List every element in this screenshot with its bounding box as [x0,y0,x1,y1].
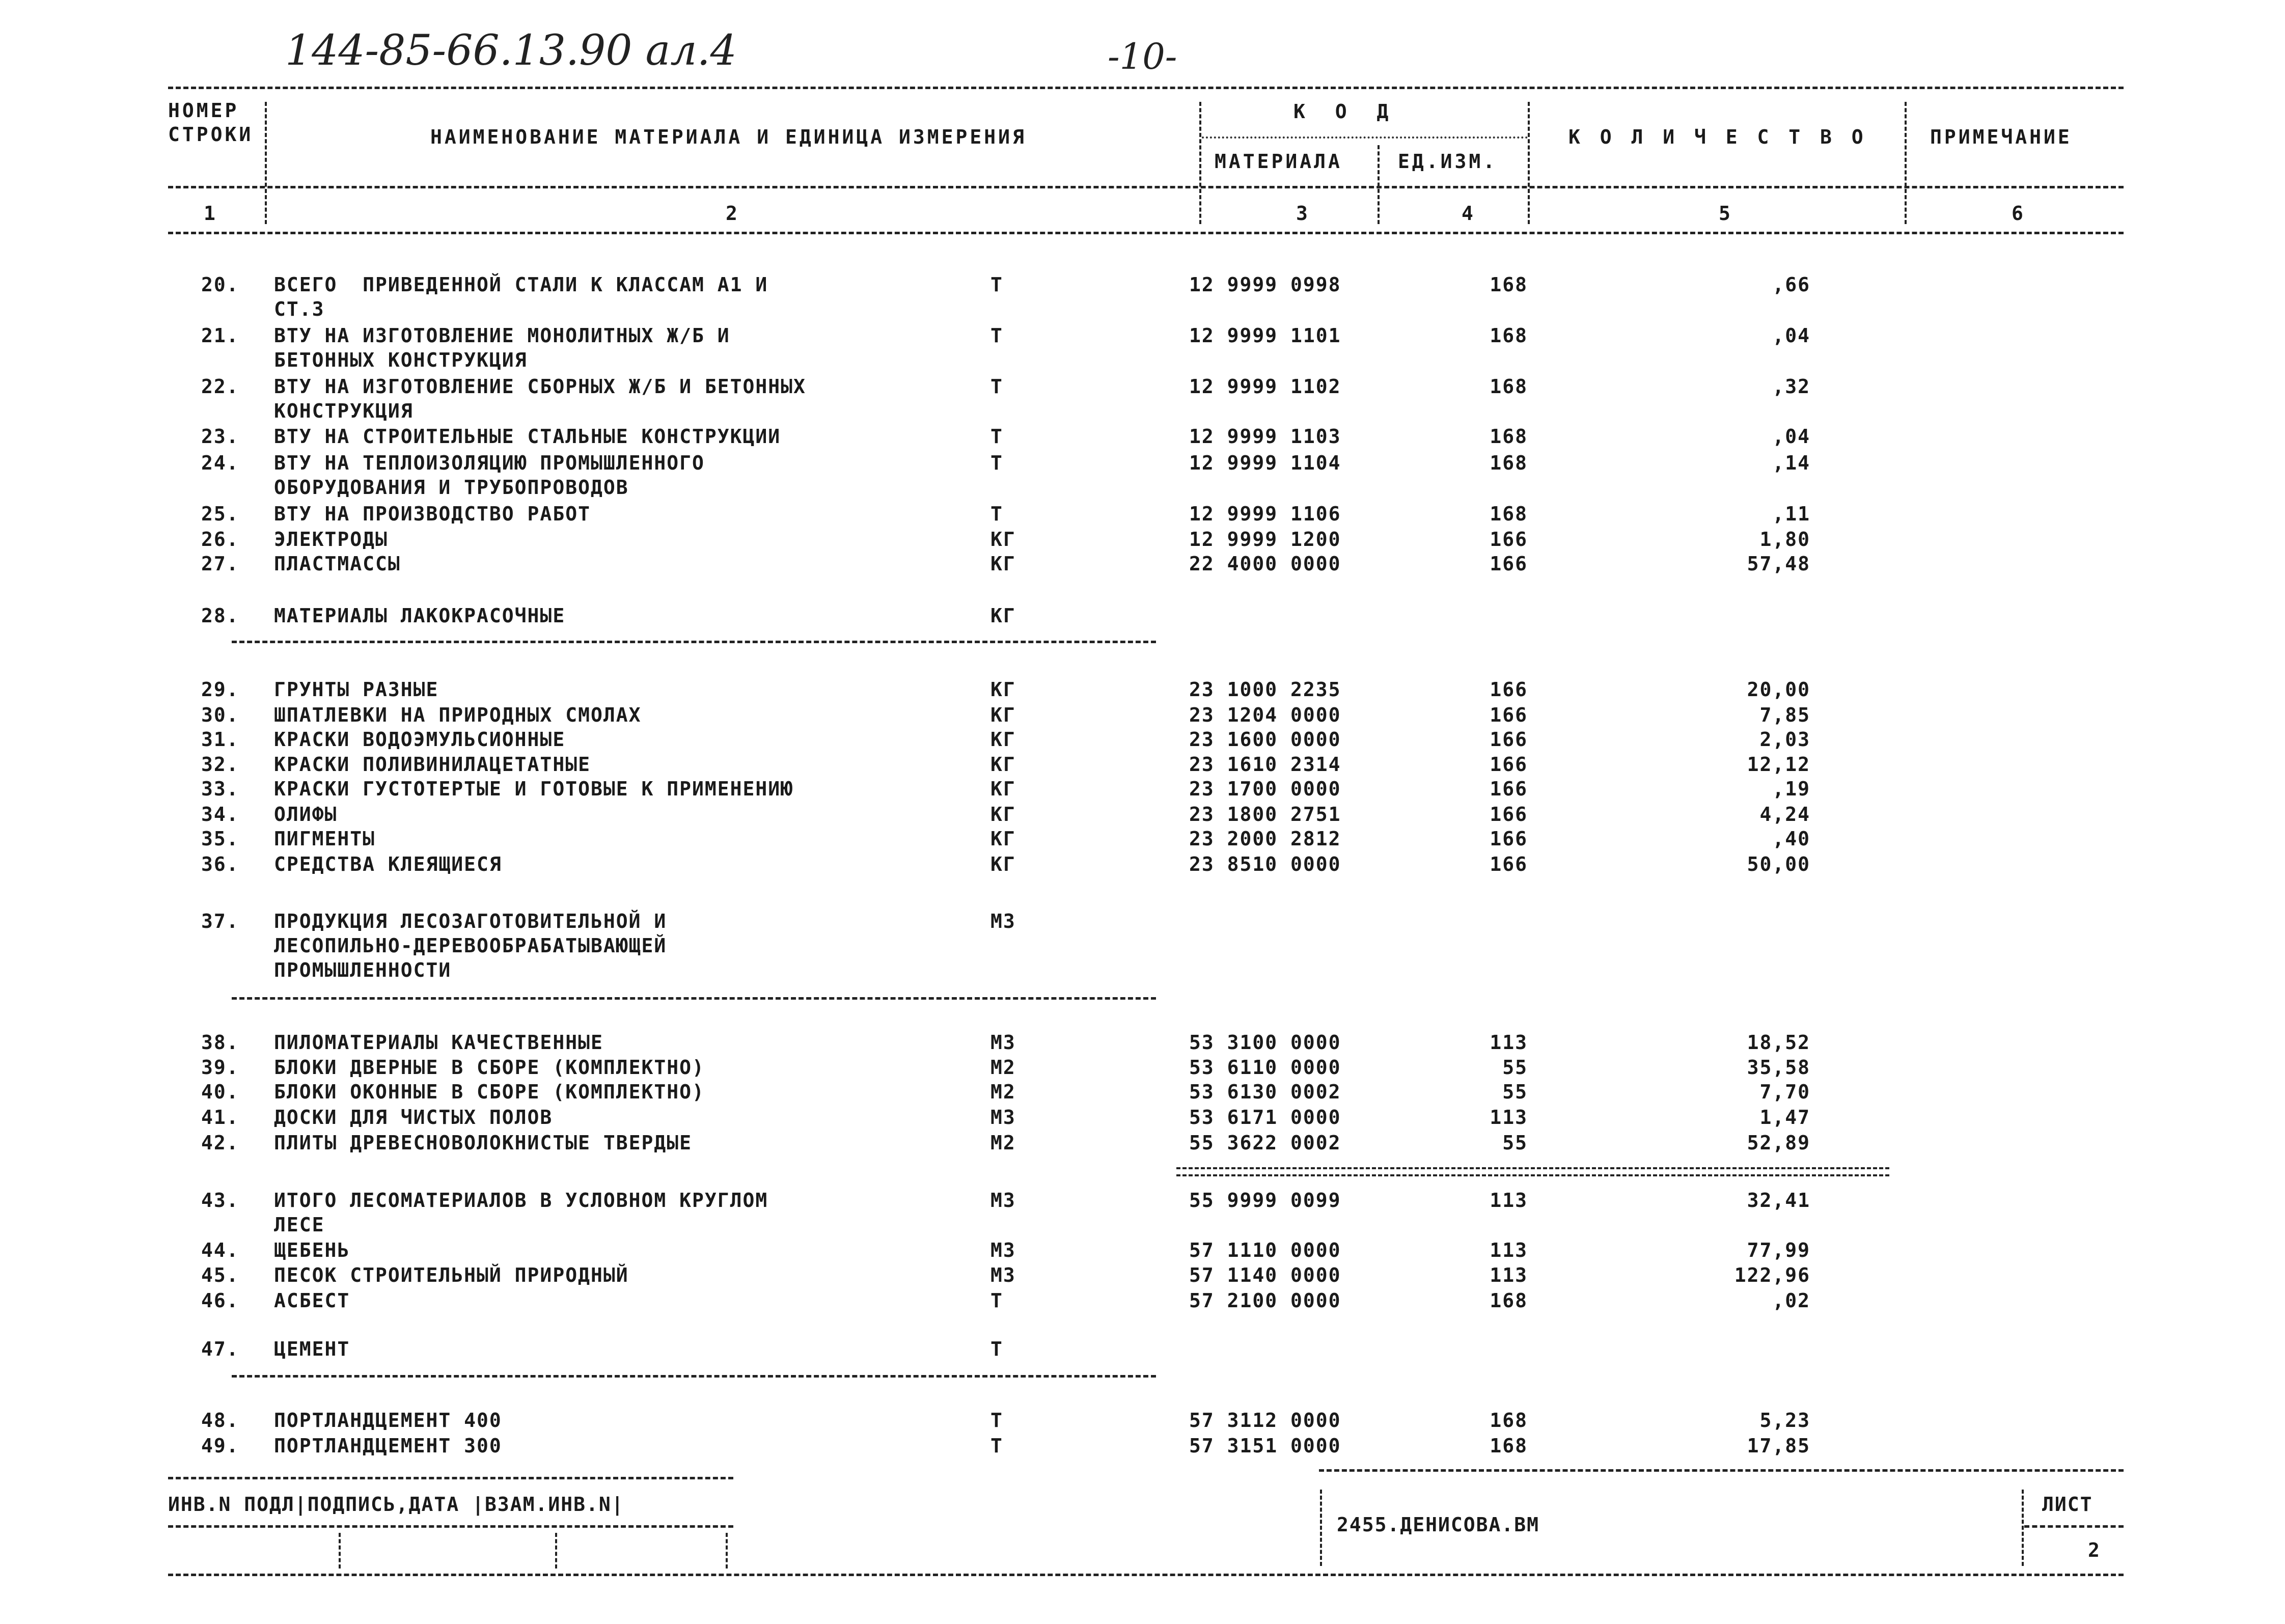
unit-of-measure: КГ [990,604,1016,627]
unit-of-measure: Т [990,425,1003,448]
material-name: ВТУ НА ТЕПЛОИЗОЛЯЦИЮ ПРОМЫШЛЕННОГО [274,452,705,474]
unit-code: 166 [1490,528,1528,550]
header-code-material: МАТЕРИАЛА [1215,150,1342,173]
row-number: 36. [201,853,239,875]
row-number: 27. [201,553,239,575]
material-name: ПЛАСТМАССЫ [274,553,401,575]
material-code: 53 6110 0000 [1189,1056,1341,1079]
unit-code: 168 [1490,452,1528,474]
material-name: ГРУНТЫ РАЗНЫЕ [274,678,439,701]
row-number: 22. [201,375,239,398]
unit-code: 166 [1490,728,1528,751]
row-number: 31. [201,728,239,751]
col-num-2: 2 [726,202,740,225]
col-num-6: 6 [2012,202,2026,225]
quantity-value: 7,70 [1759,1081,1810,1103]
quantity-value: 18,52 [1747,1031,1810,1054]
col-num-1: 1 [204,202,218,225]
unit-code: 113 [1490,1264,1528,1286]
quantity-value: 122,96 [1734,1264,1810,1286]
quantity-value: ,32 [1772,375,1810,398]
unit-of-measure: КГ [990,528,1016,550]
unit-of-measure: Т [990,1289,1003,1312]
code-subheader-rule [1202,136,1528,139]
material-name: КРАСКИ ВОДОЭМУЛЬСИОННЫЕ [274,728,566,751]
row-number: 37. [201,910,239,932]
row-number: 20. [201,273,239,296]
header-note: ПРИМЕЧАНИЕ [1930,126,2072,148]
row-number: 41. [201,1106,239,1128]
material-code: 23 2000 2812 [1189,828,1341,850]
header-row-number-2: СТРОКИ [168,123,254,146]
unit-code: 113 [1490,1189,1528,1212]
unit-of-measure: М3 [990,1106,1016,1128]
material-name: ВТУ НА СТРОИТЕЛЬНЫЕ СТАЛЬНЫЕ КОНСТРУКЦИИ [274,425,781,448]
quantity-value: 52,89 [1747,1132,1810,1154]
material-code: 57 2100 0000 [1189,1289,1341,1312]
unit-code: 166 [1490,853,1528,875]
material-name: МАТЕРИАЛЫ ЛАКОКРАСОЧНЫЕ [274,604,566,627]
material-name: ПРОМЫШЛЕННОСТИ [274,959,452,981]
material-name: ВСЕГО ПРИВЕДЕННОЙ СТАЛИ К КЛАССАМ А1 И [274,273,768,296]
unit-code: 168 [1490,1289,1528,1312]
material-code: 12 9999 1101 [1189,324,1341,347]
material-code: 23 1000 2235 [1189,678,1341,701]
unit-of-measure: КГ [990,678,1016,701]
quantity-value: ,40 [1772,828,1810,850]
row-number: 29. [201,678,239,701]
footer-sign-divider-2 [555,1533,557,1568]
material-code: 53 6171 0000 [1189,1106,1341,1128]
section-rule-timber [232,997,1156,1000]
unit-code: 168 [1490,375,1528,398]
table-top-rule [168,87,2124,89]
material-code: 57 1110 0000 [1189,1239,1341,1261]
unit-of-measure: Т [990,1435,1003,1457]
row-number: 40. [201,1081,239,1103]
unit-code: 168 [1490,425,1528,448]
material-code: 23 1800 2751 [1189,803,1341,825]
material-name: БЕТОННЫХ КОНСТРУКЦИЯ [274,349,528,371]
row-number: 39. [201,1056,239,1079]
material-code: 57 1140 0000 [1189,1264,1341,1286]
unit-of-measure: Т [990,1409,1003,1432]
unit-of-measure: Т [990,375,1003,398]
quantity-value: 17,85 [1747,1435,1810,1457]
unit-code: 168 [1490,324,1528,347]
unit-of-measure: М2 [990,1056,1016,1079]
row-number: 30. [201,704,239,726]
material-code: 12 9999 0998 [1189,273,1341,296]
material-code: 23 1600 0000 [1189,728,1341,751]
material-name: ВТУ НА ИЗГОТОВЛЕНИЕ МОНОЛИТНЫХ Ж/Б И [274,324,730,347]
row-number: 45. [201,1264,239,1286]
unit-code: 166 [1490,678,1528,701]
material-name: КРАСКИ ГУСТОТЕРТЫЕ И ГОТОВЫЕ К ПРИМЕНЕНИЮ [274,778,793,800]
quantity-value: ,04 [1772,324,1810,347]
sheet-rule [2024,1525,2124,1528]
col-divider-1 [265,102,267,224]
quantity-value: 4,24 [1759,803,1810,825]
col-num-5: 5 [1719,202,1733,225]
unit-of-measure: КГ [990,728,1016,751]
total-rule-timber [1176,1167,1889,1176]
row-number: 21. [201,324,239,347]
material-name: ПИГМЕНТЫ [274,828,376,850]
unit-of-measure: Т [990,273,1003,296]
unit-of-measure: КГ [990,803,1016,825]
unit-of-measure: М3 [990,1239,1016,1261]
footer-top-rule-right [1319,1469,2124,1472]
material-name: ЛЕСЕ [274,1214,325,1236]
unit-of-measure: Т [990,503,1003,525]
row-number: 23. [201,425,239,448]
material-code: 57 3112 0000 [1189,1409,1341,1432]
quantity-value: 1,80 [1759,528,1810,550]
quantity-value: ,66 [1772,273,1810,296]
quantity-value: ,11 [1772,503,1810,525]
quantity-value: 50,00 [1747,853,1810,875]
section-rule-cement [232,1375,1156,1378]
row-number: 35. [201,828,239,850]
unit-code: 55 [1502,1132,1528,1154]
material-name: ПРОДУКЦИЯ ЛЕСОЗАГОТОВИТЕЛЬНОЙ И [274,910,667,932]
row-number: 24. [201,452,239,474]
material-name: ШПАТЛЕВКИ НА ПРИРОДНЫХ СМОЛАХ [274,704,642,726]
row-number: 26. [201,528,239,550]
material-name: ЛЕСОПИЛЬНО-ДЕРЕВООБРАБАТЫВАЮЩЕЙ [274,934,667,957]
material-name: ОБОРУДОВАНИЯ И ТРУБОПРОВОДОВ [274,476,629,499]
row-number: 33. [201,778,239,800]
material-code: 23 1610 2314 [1189,753,1341,776]
unit-of-measure: М2 [990,1081,1016,1103]
material-name: ИТОГО ЛЕСОМАТЕРИАЛОВ В УСЛОВНОМ КРУГЛОМ [274,1189,768,1212]
quantity-value: ,19 [1772,778,1810,800]
row-number: 48. [201,1409,239,1432]
unit-of-measure: М3 [990,910,1016,932]
unit-code: 168 [1490,273,1528,296]
quantity-value: 2,03 [1759,728,1810,751]
unit-code: 168 [1490,1435,1528,1457]
unit-of-measure: Т [990,1338,1003,1360]
material-code: 12 9999 1102 [1189,375,1341,398]
unit-of-measure: КГ [990,853,1016,875]
quantity-value: 32,41 [1747,1189,1810,1212]
material-name: ОЛИФЫ [274,803,338,825]
quantity-value: 5,23 [1759,1409,1810,1432]
material-code: 12 9999 1106 [1189,503,1341,525]
material-name: КРАСКИ ПОЛИВИНИЛАЦЕТАТНЫЕ [274,753,591,776]
unit-code: 166 [1490,803,1528,825]
unit-of-measure: М3 [990,1031,1016,1054]
unit-of-measure: КГ [990,704,1016,726]
material-name: ВТУ НА ПРОИЗВОДСТВО РАБОТ [274,503,591,525]
column-number-rule [168,232,2124,234]
footer-sign-divider-3 [726,1533,728,1568]
unit-code: 166 [1490,753,1528,776]
unit-of-measure: КГ [990,753,1016,776]
col-num-3: 3 [1296,202,1310,225]
material-name: КОНСТРУКЦИЯ [274,400,414,422]
material-name: СРЕДСТВА КЛЕЯЩИЕСЯ [274,853,502,875]
quantity-value: ,02 [1772,1289,1810,1312]
material-name: ПЕСОК СТРОИТЕЛЬНЫЙ ПРИРОДНЫЙ [274,1264,629,1286]
material-name: СТ.3 [274,298,325,320]
header-code-unit: ЕД.ИЗМ. [1398,150,1498,173]
sheet-label: ЛИСТ [2042,1493,2093,1516]
section-rule-paints [232,641,1156,643]
col-num-4: 4 [1462,202,1476,225]
document-code: 144-85-66.13.90 ал.4 [285,26,737,75]
row-number: 34. [201,803,239,825]
header-code: К О Д [1293,100,1398,123]
quantity-value: ,14 [1772,452,1810,474]
unit-of-measure: Т [990,324,1003,347]
material-code: 23 1700 0000 [1189,778,1341,800]
material-name: ПЛИТЫ ДРЕВЕСНОВОЛОКНИСТЫЕ ТВЕРДЫЕ [274,1132,692,1154]
footer-sheet-divider [2022,1490,2024,1566]
unit-of-measure: КГ [990,778,1016,800]
unit-code: 168 [1490,1409,1528,1432]
unit-of-measure: КГ [990,553,1016,575]
row-number: 25. [201,503,239,525]
unit-of-measure: М3 [990,1189,1016,1212]
row-number: 42. [201,1132,239,1154]
material-code: 12 9999 1104 [1189,452,1341,474]
material-code: 12 9999 1200 [1189,528,1341,550]
footer-mid-rule [168,1525,733,1528]
material-name: ПИЛОМАТЕРИАЛЫ КАЧЕСТВЕННЫЕ [274,1031,603,1054]
executor-stamp: 2455.ДЕНИСОВА.ВМ [1337,1513,1540,1536]
footer-sign-divider-1 [339,1533,341,1568]
material-code: 22 4000 0000 [1189,553,1341,575]
row-number: 43. [201,1189,239,1212]
unit-code: 113 [1490,1239,1528,1261]
material-code: 53 6130 0002 [1189,1081,1341,1103]
unit-code: 55 [1502,1056,1528,1079]
row-number: 46. [201,1289,239,1312]
unit-of-measure: Т [990,452,1003,474]
header-row-number-1: НОМЕР [168,99,239,122]
code-subdivider [1378,145,1380,224]
quantity-value: 57,48 [1747,553,1810,575]
row-number: 38. [201,1031,239,1054]
material-code: 12 9999 1103 [1189,425,1341,448]
header-bottom-rule [168,186,2124,188]
material-code: 57 3151 0000 [1189,1435,1341,1457]
sheet-number: 2 [2088,1539,2101,1561]
footer-bottom-rule [168,1574,2124,1576]
footer-top-rule-left [168,1477,733,1479]
row-number: 28. [201,604,239,627]
material-code: 23 8510 0000 [1189,853,1341,875]
unit-code: 113 [1490,1106,1528,1128]
row-number: 49. [201,1435,239,1457]
col-divider-4 [1905,102,1907,224]
material-name: АСБЕСТ [274,1289,350,1312]
header-quantity: К О Л И Ч Е С Т В О [1568,126,1867,148]
row-number: 47. [201,1338,239,1360]
unit-of-measure: М3 [990,1264,1016,1286]
unit-code: 166 [1490,778,1528,800]
signature-block-labels: ИНВ.N ПОДЛ|ПОДПИСЬ,ДАТА |ВЗАМ.ИНВ.N| [168,1493,624,1516]
material-code: 53 3100 0000 [1189,1031,1341,1054]
quantity-value: 35,58 [1747,1056,1810,1079]
page-marker: -10- [1108,36,1177,77]
material-name: ПОРТЛАНДЦЕМЕНТ 300 [274,1435,502,1457]
unit-code: 168 [1490,503,1528,525]
quantity-value: 20,00 [1747,678,1810,701]
material-name: ПОРТЛАНДЦЕМЕНТ 400 [274,1409,502,1432]
material-name: ЦЕМЕНТ [274,1338,350,1360]
material-name: ЩЕБЕНЬ [274,1239,350,1261]
header-material-name: НАИМЕНОВАНИЕ МАТЕРИАЛА И ЕДИНИЦА ИЗМЕРЕНИЯ [430,126,1027,148]
quantity-value: ,04 [1772,425,1810,448]
material-code: 55 9999 0099 [1189,1189,1341,1212]
quantity-value: 77,99 [1747,1239,1810,1261]
unit-code: 55 [1502,1081,1528,1103]
material-code: 55 3622 0002 [1189,1132,1341,1154]
col-divider-3 [1528,102,1530,224]
quantity-value: 7,85 [1759,704,1810,726]
quantity-value: 1,47 [1759,1106,1810,1128]
unit-code: 166 [1490,553,1528,575]
unit-of-measure: КГ [990,828,1016,850]
unit-of-measure: М2 [990,1132,1016,1154]
row-number: 44. [201,1239,239,1261]
material-name: ДОСКИ ДЛЯ ЧИСТЫХ ПОЛОВ [274,1106,553,1128]
material-name: ЭЛЕКТРОДЫ [274,528,388,550]
unit-code: 113 [1490,1031,1528,1054]
row-number: 32. [201,753,239,776]
material-name: БЛОКИ ОКОННЫЕ В СБОРЕ (КОМПЛЕКТНО) [274,1081,705,1103]
material-name: ВТУ НА ИЗГОТОВЛЕНИЕ СБОРНЫХ Ж/Б И БЕТОННЫХ [274,375,806,398]
footer-stamp-divider [1320,1490,1322,1566]
quantity-value: 12,12 [1747,753,1810,776]
unit-code: 166 [1490,828,1528,850]
material-name: БЛОКИ ДВЕРНЫЕ В СБОРЕ (КОМПЛЕКТНО) [274,1056,705,1079]
col-divider-2 [1199,102,1201,224]
material-code: 23 1204 0000 [1189,704,1341,726]
unit-code: 166 [1490,704,1528,726]
